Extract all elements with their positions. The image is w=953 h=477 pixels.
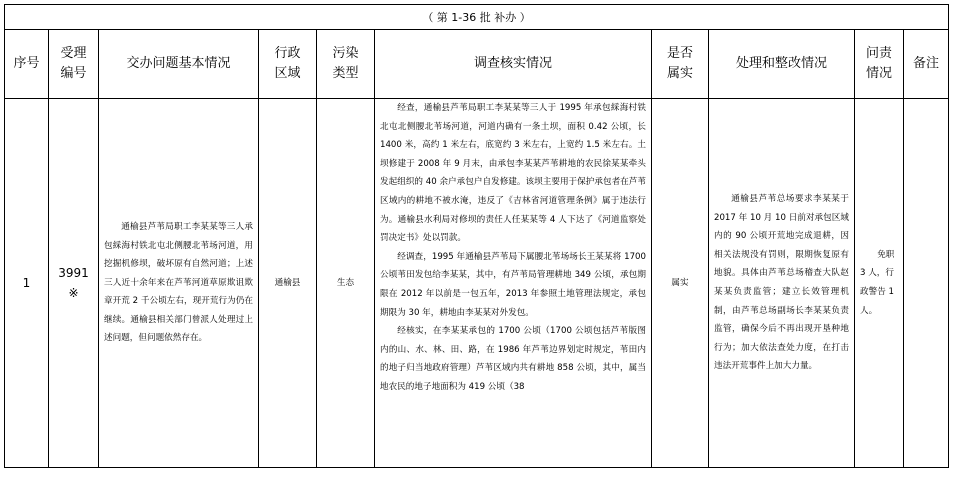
supervision-table [4, 4, 949, 468]
cell-investigation [375, 99, 652, 468]
table-row [5, 99, 949, 468]
header-issue: 交办问题基本情况 [99, 30, 259, 99]
cell-handling: 通榆县芦苇总场要求李某某于 2017 年 10 月 10 日前对承包区域内的 90 公顷开荒地完成退耕，因相关法规没有罚则，限期恢复原有地貌。具体由芦苇总场稽查大队赵某某负责监管；建立长效管理机制，由芦苇总场副场长李某某负责监管，确保今后不再出现开垦种地行为；加大依法查处力度，在打击违法开荒事件上加大力量。 [709, 99, 855, 468]
header-seq: 序号 [5, 30, 49, 99]
cell-seq: 1 [5, 99, 49, 468]
investigation-paragraph: 经核实，在李某某承包的 1700 公顷（1700 公顷包括芦苇版图内的山、水、林、田、路，在 1986 年芦苇边界划定时规定，苇田内的地子归当地政府管理）芦苇区域内共有耕地 858 公顷，其中，属当地农民的地子地面积为 419 公顷（38 [380, 326, 646, 392]
cell-verified: 属实 [652, 99, 709, 468]
investigation-paragraph: 经查，通榆县芦苇局职工李某某等三人于 1995 年承包綵海村铁北屯北侧腰北苇场河道，河道内确有一条土坝，面积 0.42 公顷，长 1400 米，高约 1 米左右，底宽约 3 米左右，上宽约 1.5 米左右。土坝修建于 2008 年 9 月末，由承包李某某芦苇耕地的农民徐某某牵头发起组织的 40 余户承包户自发修建。该坝主要用于保护承包者在芦苇区域内的耕地不被水淹，违反了《吉林省河道管理条例》属于违法行为。通榆县水利局对修坝的责任人任某某等 4 人下达了《河道监察处罚决定书》处以罚款。 [380, 103, 646, 244]
cell-accountability: 免职 3 人，行政警告 1 人。 [855, 99, 904, 468]
header-verified: 是否属实 [652, 30, 709, 99]
cell-region: 通榆县 [259, 99, 317, 468]
table-title: （ 第 1-36 批 补办 ） [5, 5, 949, 30]
header-pollution-type: 污染类型 [317, 30, 375, 99]
header-investigation: 调查核实情况 [375, 30, 652, 99]
cell-pollution-type: 生态 [317, 99, 375, 468]
header-region: 行政区域 [259, 30, 317, 99]
header-acceptance-no: 受理编号 [49, 30, 99, 99]
header-accountability: 问责情况 [855, 30, 904, 99]
cell-remarks [904, 99, 949, 468]
cell-acceptance-no: 3991※ [49, 99, 99, 468]
header-handling: 处理和整改情况 [709, 30, 855, 99]
investigation-paragraph: 经调查，1995 年通榆县芦苇局下属腰北苇场场长王某某将 1700 公顷苇田发包给李某某，其中，有芦苇局管理耕地 349 公顷，承包期限在 2012 年以前是一包五年，2013 年参照土地管理法规定，承包期限为 30 年，耕地由李某某对外发包。 [380, 251, 646, 318]
header-remarks: 备注 [904, 30, 949, 99]
cell-issue: 通榆县芦苇局职工李某某等三人承包綵海村铁北屯北侧腰北苇场河道，用挖掘机修坝，破坏原有自然河道；上述三人近十余年来在芦苇河道草原欺诅欺章开荒 2 千公顷左右，现开荒行为仍在继续。通榆县相关部门曾派人处理过上述问题，但问题依然存在。 [99, 99, 259, 468]
